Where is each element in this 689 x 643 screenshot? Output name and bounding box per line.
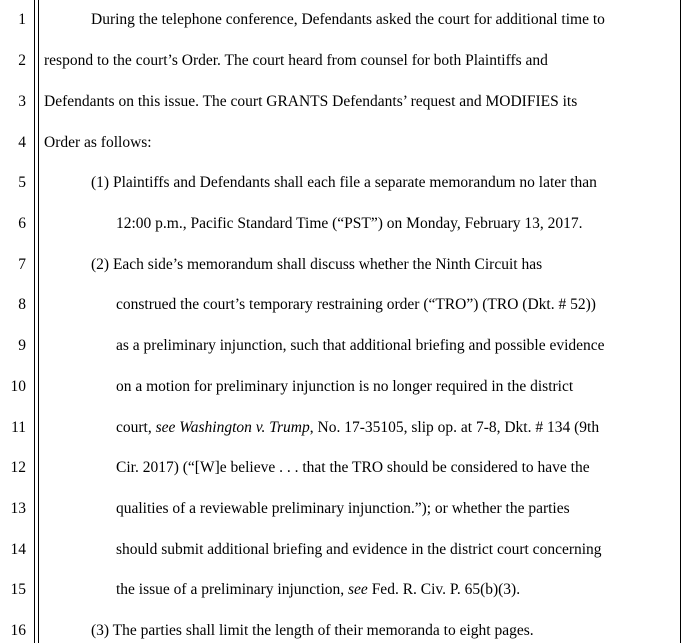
line-number: 3: [18, 93, 26, 110]
list-item-2-line-8: should submit additional briefing and evidence in the district court concerning: [116, 541, 602, 558]
line-number: 13: [10, 500, 26, 517]
text-segment: , No. 17-35105, slip op. at 7-8, Dkt. # 134 (9th: [309, 419, 600, 436]
line-number: 5: [18, 174, 26, 191]
line-number: 7: [18, 256, 26, 273]
list-item-2-line-2: construed the court’s temporary restraining order (“TRO”) (TRO (Dkt. # 52)): [116, 296, 596, 313]
line-number: 9: [18, 337, 26, 354]
list-item-3-line-1: (3) The parties shall limit the length of their memoranda to eight pages.: [91, 622, 534, 639]
text-segment: Fed. R. Civ. P. 65(b)(3).: [367, 581, 521, 598]
list-item-1-line-1: (1) Plaintiffs and Defendants shall each file a separate memorandum no later than: [91, 174, 597, 191]
list-item-2-line-6: Cir. 2017) (“[W]e believe . . . that the TRO should be considered to have the: [116, 459, 590, 476]
list-item-2-line-7: qualities of a reviewable preliminary injunction.”); or whether the parties: [116, 500, 570, 517]
line-number: 15: [10, 581, 26, 598]
paragraph-line-2: respond to the court’s Order. The court heard from counsel for both Plaintiffs and: [44, 52, 548, 69]
line-number: 2: [18, 52, 26, 69]
line-number: 16: [10, 622, 26, 639]
list-item-2-line-3: as a preliminary injunction, such that additional briefing and possible evidence: [116, 337, 605, 354]
paragraph-line-3: Defendants on this issue. The court GRANTS Defendants’ request and MODIFIES its: [44, 93, 578, 110]
list-item-2-line-5: [116, 418, 599, 438]
line-number: 4: [18, 134, 26, 151]
left-margin-rule-inner: [38, 0, 39, 643]
case-citation: see Washington v. Trump: [155, 419, 310, 436]
list-item-2-line-1: (2) Each side’s memorandum shall discuss whether the Ninth Circuit has: [91, 256, 543, 273]
text-segment: court,: [116, 419, 156, 436]
line-number: 12: [10, 459, 26, 476]
signal-word: see: [348, 581, 368, 598]
line-number: 1: [18, 11, 26, 28]
paragraph-line-4: Order as follows:: [44, 134, 152, 151]
list-item-2-line-9: [116, 580, 520, 600]
paragraph-line-1: During the telephone conference, Defendants asked the court for additional time to: [91, 11, 605, 28]
line-number: 14: [10, 541, 26, 558]
line-number: 10: [10, 378, 26, 395]
left-margin-rule: [34, 0, 35, 643]
line-number: 11: [11, 419, 26, 436]
list-item-1-line-2: 12:00 p.m., Pacific Standard Time (“PST”) on Monday, February 13, 2017.: [116, 215, 583, 232]
text-segment: the issue of a preliminary injunction,: [116, 581, 349, 598]
right-margin-rule: [680, 0, 681, 643]
line-number: 8: [18, 296, 26, 313]
line-number: 6: [18, 215, 26, 232]
list-item-2-line-4: on a motion for preliminary injunction is no longer required in the district: [116, 378, 574, 395]
